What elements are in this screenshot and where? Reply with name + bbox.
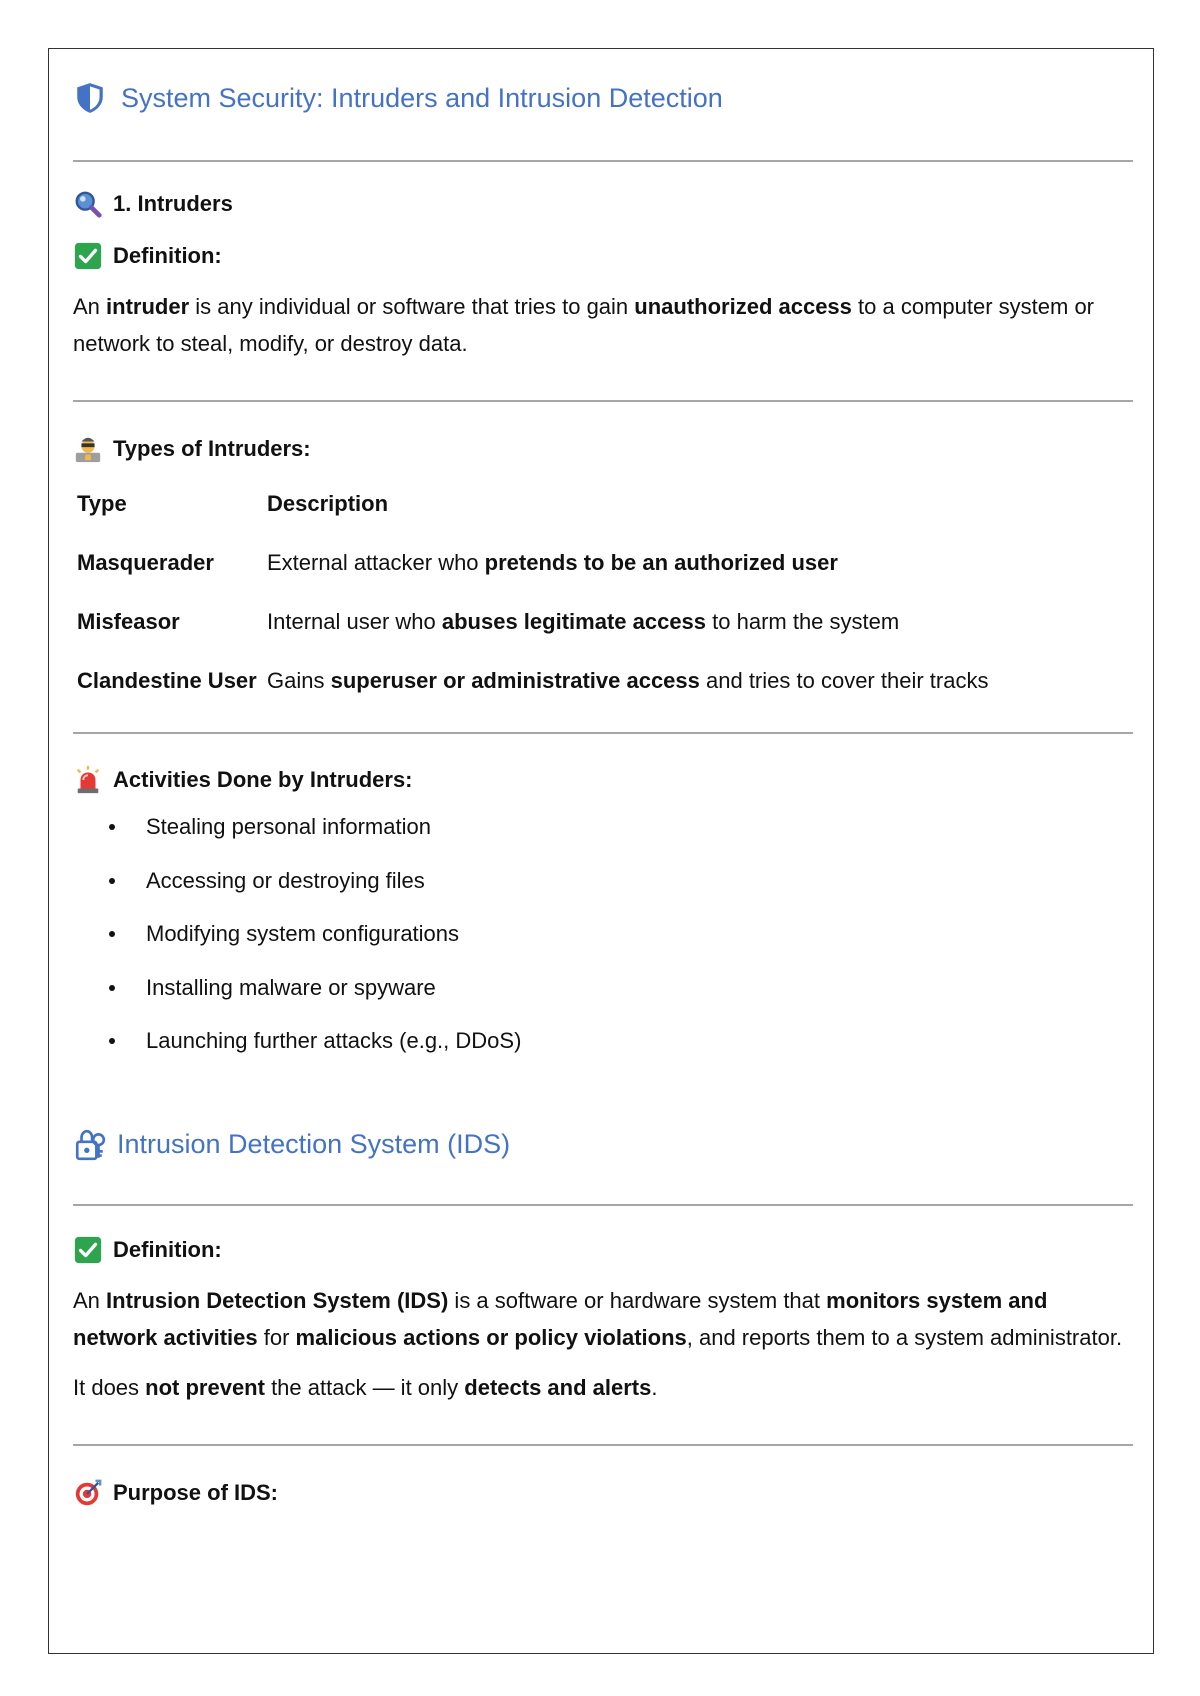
section-heading-text: 1. Intruders xyxy=(113,191,233,216)
activities-heading-text: Activities Done by Intruders: xyxy=(113,767,413,792)
list-item: Launching further attacks (e.g., DDoS) xyxy=(73,1014,1133,1068)
table-row xyxy=(73,592,992,651)
alarm-light-icon xyxy=(73,765,103,795)
check-icon xyxy=(73,1235,103,1265)
list-item: Installing malware or spyware xyxy=(73,961,1133,1015)
definition-label-text: Definition: xyxy=(113,1236,222,1262)
table-row xyxy=(73,651,992,710)
table-row xyxy=(73,533,992,592)
intruder-types-table xyxy=(73,474,992,710)
lock-icon xyxy=(73,1128,107,1162)
list-item: Modifying system configurations xyxy=(73,907,1133,961)
magnifier-icon xyxy=(73,189,103,219)
types-heading xyxy=(73,430,1133,468)
ids-note: It does not prevent the attack — it only detects and alerts. xyxy=(73,1374,658,1400)
definition-label xyxy=(73,238,1133,274)
purpose-heading xyxy=(73,1474,1133,1512)
list-item: Accessing or destroying files xyxy=(73,854,1133,908)
type-cell: Misfeasor xyxy=(77,608,180,634)
ids-definition: An Intrusion Detection System (IDS) is a software or hardware system that monitors system and network activities for malicious actions or policy violations, and reports them to a system administrator. xyxy=(73,1287,1123,1350)
description-cell: External attacker who pretends to be an authorized user xyxy=(267,549,838,575)
intruder-icon xyxy=(73,434,103,464)
purpose-heading-text: Purpose of IDS: xyxy=(113,1479,279,1505)
activities-heading xyxy=(73,760,1133,800)
column-header-type: Type xyxy=(77,490,127,516)
document-content xyxy=(73,70,1133,1512)
list-item: Stealing personal information xyxy=(73,800,1133,854)
types-heading-text: Types of Intruders: xyxy=(113,436,311,461)
intruder-definition: An intruder is any individual or software that tries to gain unauthorized access to a computer system or network to steal, modify, or destroy data. xyxy=(73,294,1095,356)
definition-label-text: Definition: xyxy=(113,243,222,268)
section-heading-intruders xyxy=(73,184,1133,224)
description-cell: Internal user who abuses legitimate access to harm the system xyxy=(267,608,900,634)
document-title xyxy=(73,70,1133,126)
section-heading-ids xyxy=(73,1120,1133,1170)
document-title-text: System Security: Intruders and Intrusion Detection xyxy=(121,82,723,113)
table-header-row xyxy=(73,474,992,533)
column-header-description: Description xyxy=(267,490,389,516)
description-cell: Gains superuser or administrative access and tries to cover their tracks xyxy=(267,667,989,693)
target-icon xyxy=(73,1478,103,1508)
section-heading-text: Intrusion Detection System (IDS) xyxy=(117,1129,511,1159)
type-cell: Clandestine User xyxy=(77,667,257,693)
shield-icon xyxy=(73,81,107,115)
check-icon xyxy=(73,241,103,271)
activities-list xyxy=(73,800,1133,1068)
definition-label xyxy=(73,1232,1133,1268)
type-cell: Masquerader xyxy=(77,549,214,575)
